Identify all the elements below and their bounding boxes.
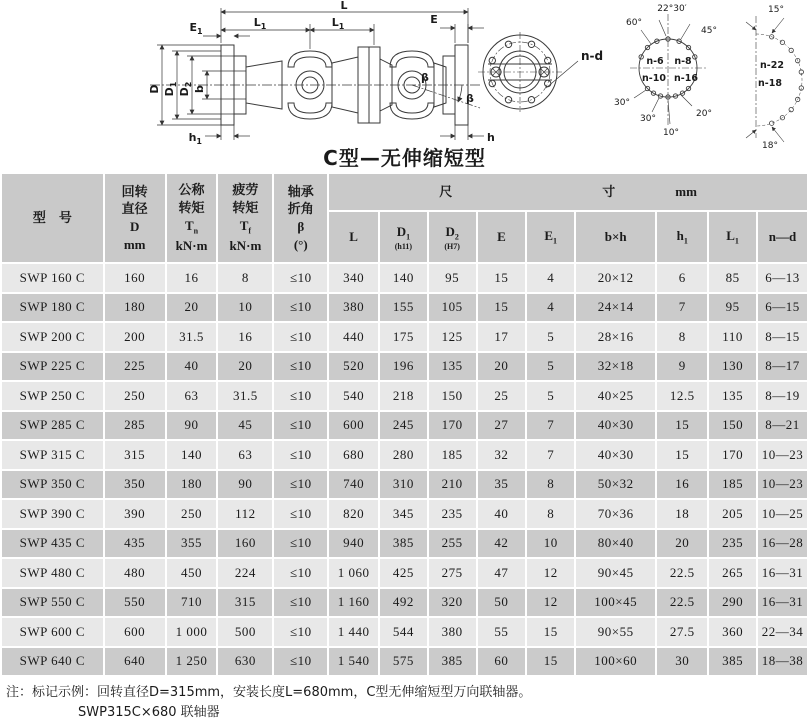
cell-model: SWP 640 C <box>2 648 103 676</box>
label-b: b <box>193 85 206 93</box>
table-body <box>2 264 807 675</box>
label-h1: $h_1$ <box>188 131 202 146</box>
cell-d2: 105 <box>429 294 476 322</box>
col-header-dimensions: 尺 寸 mm <box>329 174 807 210</box>
cell-e: 60 <box>478 648 526 676</box>
cell-d: 390 <box>105 500 165 528</box>
cell-l: 740 <box>329 471 378 499</box>
svg-text:n-10: n-10 <box>642 73 666 84</box>
partial-circle-labels <box>758 5 784 150</box>
cell-d1: 492 <box>380 589 427 617</box>
cell-tn: 1 250 <box>167 648 217 676</box>
cell-d: 315 <box>105 441 165 469</box>
col-header-d2: $D_2$ (H7) <box>429 212 476 262</box>
cell-d2: 125 <box>429 323 476 351</box>
cell-d2: 255 <box>429 530 476 558</box>
cell-d1: 385 <box>380 530 427 558</box>
cell-l: 520 <box>329 353 378 381</box>
col-header-L: L <box>329 212 378 262</box>
cell-h1: 6 <box>657 264 707 292</box>
cell-e1: 12 <box>527 589 574 617</box>
cell-l1: 290 <box>709 589 756 617</box>
label-D1: $D_1$ <box>163 81 178 97</box>
cell-d1: 345 <box>380 500 427 528</box>
table-row <box>2 412 807 440</box>
cell-bh: 40×25 <box>576 382 655 410</box>
cell-e: 50 <box>478 589 526 617</box>
table-row <box>2 323 807 351</box>
cell-model: SWP 285 C <box>2 412 103 440</box>
cell-d2: 150 <box>429 382 476 410</box>
cell-d: 640 <box>105 648 165 676</box>
cell-nd: 16—28 <box>758 530 807 558</box>
cell-beta: ≤10 <box>274 412 327 440</box>
cell-h1: 7 <box>657 294 707 322</box>
cell-model: SWP 600 C <box>2 618 103 646</box>
cell-l1: 85 <box>709 264 756 292</box>
cell-d: 550 <box>105 589 165 617</box>
dimension-lines <box>157 8 484 140</box>
footnote-line2: SWP315C×680 联轴器 <box>78 705 220 721</box>
cell-d2: 170 <box>429 412 476 440</box>
table-row <box>2 648 807 676</box>
cell-bh: 40×30 <box>576 412 655 440</box>
cell-l1: 135 <box>709 382 756 410</box>
cell-model: SWP 250 C <box>2 382 103 410</box>
cell-l1: 170 <box>709 441 756 469</box>
cell-tf: 16 <box>218 323 272 351</box>
table-row <box>2 589 807 617</box>
col-header-tn: 公称 转矩 $T_n$ kN·m <box>167 174 217 262</box>
cell-model: SWP 160 C <box>2 264 103 292</box>
svg-text:20°: 20° <box>696 109 712 119</box>
cell-e: 55 <box>478 618 526 646</box>
cell-d1: 310 <box>380 471 427 499</box>
cell-e: 15 <box>478 264 526 292</box>
cell-nd: 22—34 <box>758 618 807 646</box>
cell-model: SWP 435 C <box>2 530 103 558</box>
cell-l1: 150 <box>709 412 756 440</box>
cell-model: SWP 200 C <box>2 323 103 351</box>
cell-model: SWP 315 C <box>2 441 103 469</box>
cell-l1: 265 <box>709 559 756 587</box>
cell-nd: 10—25 <box>758 500 807 528</box>
cell-d1: 155 <box>380 294 427 322</box>
svg-text:n-6: n-6 <box>646 56 664 67</box>
cell-l: 440 <box>329 323 378 351</box>
cell-l1: 110 <box>709 323 756 351</box>
table-row <box>2 559 807 587</box>
cell-h1: 9 <box>657 353 707 381</box>
cell-e: 20 <box>478 353 526 381</box>
cell-d2: 385 <box>429 648 476 676</box>
cell-tf: 10 <box>218 294 272 322</box>
footnote-line1: 注：标记示例：回转直径D=315mm，安装长度L=680mm，C型无伸缩短型万向联轴器。 <box>6 685 532 700</box>
cell-tn: 180 <box>167 471 217 499</box>
cell-tf: 224 <box>218 559 272 587</box>
cell-tf: 315 <box>218 589 272 617</box>
cell-nd: 16—31 <box>758 559 807 587</box>
cell-d: 200 <box>105 323 165 351</box>
cell-tf: 31.5 <box>218 382 272 410</box>
cell-beta: ≤10 <box>274 618 327 646</box>
table-row <box>2 441 807 469</box>
svg-text:30°: 30° <box>614 98 630 108</box>
col-header-d: 回转 直径 D mm <box>105 174 165 262</box>
cell-d1: 280 <box>380 441 427 469</box>
cell-d: 350 <box>105 471 165 499</box>
spec-table <box>0 172 809 677</box>
page-title: C型—无伸缩短型 <box>323 146 486 170</box>
label-D: D <box>148 84 161 94</box>
col-header-d1: $D_1$ (h11) <box>380 212 427 262</box>
cell-tn: 63 <box>167 382 217 410</box>
cell-l: 940 <box>329 530 378 558</box>
cell-e1: 8 <box>527 471 574 499</box>
cell-bh: 100×45 <box>576 589 655 617</box>
cell-e1: 15 <box>527 648 574 676</box>
cell-h1: 30 <box>657 648 707 676</box>
cell-nd: 8—15 <box>758 323 807 351</box>
cell-model: SWP 350 C <box>2 471 103 499</box>
svg-text:18°: 18° <box>762 141 778 150</box>
cell-beta: ≤10 <box>274 294 327 322</box>
cell-tn: 31.5 <box>167 323 217 351</box>
cell-bh: 100×60 <box>576 648 655 676</box>
cell-h1: 12.5 <box>657 382 707 410</box>
cell-model: SWP 550 C <box>2 589 103 617</box>
bolt-pattern-labels <box>614 4 717 138</box>
cell-beta: ≤10 <box>274 500 327 528</box>
table-row <box>2 294 807 322</box>
cell-bh: 28×16 <box>576 323 655 351</box>
col-header-model: 型 号 <box>2 174 103 262</box>
cell-d2: 135 <box>429 353 476 381</box>
cell-l: 540 <box>329 382 378 410</box>
cell-tn: 40 <box>167 353 217 381</box>
cell-e: 25 <box>478 382 526 410</box>
cell-d1: 245 <box>380 412 427 440</box>
table-row <box>2 264 807 292</box>
cell-e1: 4 <box>527 264 574 292</box>
cell-beta: ≤10 <box>274 648 327 676</box>
label-D2: $D_2$ <box>178 81 193 97</box>
svg-text:30°: 30° <box>640 114 656 124</box>
flange-face-view <box>478 32 578 112</box>
cell-d1: 140 <box>380 264 427 292</box>
cell-nd: 16—31 <box>758 589 807 617</box>
cell-e: 17 <box>478 323 526 351</box>
cell-beta: ≤10 <box>274 559 327 587</box>
cell-h1: 20 <box>657 530 707 558</box>
cell-l: 1 060 <box>329 559 378 587</box>
cell-bh: 90×45 <box>576 559 655 587</box>
cell-beta: ≤10 <box>274 323 327 351</box>
cell-tf: 45 <box>218 412 272 440</box>
cell-d1: 196 <box>380 353 427 381</box>
table-row <box>2 530 807 558</box>
cell-d2: 210 <box>429 471 476 499</box>
cell-l1: 205 <box>709 500 756 528</box>
cell-e1: 15 <box>527 618 574 646</box>
cell-d2: 235 <box>429 500 476 528</box>
cell-e: 15 <box>478 294 526 322</box>
cell-l1: 130 <box>709 353 756 381</box>
svg-text:15°: 15° <box>768 5 784 15</box>
cell-bh: 20×12 <box>576 264 655 292</box>
cell-e1: 12 <box>527 559 574 587</box>
cell-l: 820 <box>329 500 378 528</box>
cell-e: 27 <box>478 412 526 440</box>
cell-e1: 7 <box>527 441 574 469</box>
cell-nd: 10—23 <box>758 441 807 469</box>
cell-d1: 425 <box>380 559 427 587</box>
cell-d: 435 <box>105 530 165 558</box>
cell-l: 680 <box>329 441 378 469</box>
cell-tf: 90 <box>218 471 272 499</box>
cell-d: 600 <box>105 618 165 646</box>
cell-beta: ≤10 <box>274 353 327 381</box>
cell-bh: 70×36 <box>576 500 655 528</box>
svg-text:45°: 45° <box>701 26 717 36</box>
label-L1-right: $L_1$ <box>331 16 345 31</box>
svg-text:n-16: n-16 <box>674 73 698 84</box>
cell-l1: 360 <box>709 618 756 646</box>
svg-text:n-8: n-8 <box>674 56 692 67</box>
cell-nd: 8—19 <box>758 382 807 410</box>
cell-tf: 63 <box>218 441 272 469</box>
cell-d: 160 <box>105 264 165 292</box>
cell-l: 1 440 <box>329 618 378 646</box>
label-beta-1: β <box>421 71 429 84</box>
svg-text:n-22: n-22 <box>760 60 784 71</box>
cell-l: 380 <box>329 294 378 322</box>
cell-h1: 16 <box>657 471 707 499</box>
cell-tf: 112 <box>218 500 272 528</box>
cell-d1: 544 <box>380 618 427 646</box>
cell-bh: 80×40 <box>576 530 655 558</box>
cell-h1: 18 <box>657 500 707 528</box>
cell-d2: 380 <box>429 618 476 646</box>
cell-l: 1 540 <box>329 648 378 676</box>
cell-tf: 160 <box>218 530 272 558</box>
cell-model: SWP 180 C <box>2 294 103 322</box>
svg-text:60°: 60° <box>626 18 642 28</box>
cell-e1: 4 <box>527 294 574 322</box>
col-header-tf: 疲劳 转矩 $T_f$ kN·m <box>218 174 272 262</box>
cell-d: 225 <box>105 353 165 381</box>
cell-e1: 10 <box>527 530 574 558</box>
cell-h1: 8 <box>657 323 707 351</box>
cell-beta: ≤10 <box>274 382 327 410</box>
svg-text:10°: 10° <box>663 128 679 138</box>
cell-l: 600 <box>329 412 378 440</box>
cell-l1: 185 <box>709 471 756 499</box>
cell-bh: 40×30 <box>576 441 655 469</box>
cell-e1: 5 <box>527 353 574 381</box>
cell-l1: 95 <box>709 294 756 322</box>
cell-e: 35 <box>478 471 526 499</box>
cell-d2: 275 <box>429 559 476 587</box>
label-L1-left: $L_1$ <box>253 16 267 31</box>
cell-tf: 8 <box>218 264 272 292</box>
cell-nd: 8—17 <box>758 353 807 381</box>
cell-bh: 32×18 <box>576 353 655 381</box>
cell-model: SWP 390 C <box>2 500 103 528</box>
cell-e: 40 <box>478 500 526 528</box>
table-row <box>2 618 807 646</box>
cell-h1: 15 <box>657 412 707 440</box>
cell-tn: 20 <box>167 294 217 322</box>
technical-drawing <box>0 0 809 150</box>
col-header-e1: $E_1$ <box>527 212 574 262</box>
cell-e1: 5 <box>527 382 574 410</box>
cell-h1: 15 <box>657 441 707 469</box>
col-header-bh: b×h <box>576 212 655 262</box>
cell-beta: ≤10 <box>274 471 327 499</box>
table-row <box>2 382 807 410</box>
cell-h1: 22.5 <box>657 589 707 617</box>
cell-h1: 27.5 <box>657 618 707 646</box>
cell-nd: 8—21 <box>758 412 807 440</box>
col-header-beta: 轴承 折角 β (°) <box>274 174 327 262</box>
cell-d1: 575 <box>380 648 427 676</box>
footnote <box>6 683 531 722</box>
cell-d: 180 <box>105 294 165 322</box>
label-beta-2: β <box>466 92 474 105</box>
cell-nd: 6—15 <box>758 294 807 322</box>
cell-e: 32 <box>478 441 526 469</box>
label-E1: $E_1$ <box>189 21 203 36</box>
table-row <box>2 353 807 381</box>
cell-nd: 18—38 <box>758 648 807 676</box>
cell-d: 480 <box>105 559 165 587</box>
cell-tn: 90 <box>167 412 217 440</box>
cell-tn: 250 <box>167 500 217 528</box>
cell-tn: 450 <box>167 559 217 587</box>
cell-nd: 10—23 <box>758 471 807 499</box>
cell-d: 285 <box>105 412 165 440</box>
cell-nd: 6—13 <box>758 264 807 292</box>
label-L: L <box>340 0 348 12</box>
bolt-pattern-view <box>630 14 706 126</box>
cell-model: SWP 225 C <box>2 353 103 381</box>
cell-l1: 385 <box>709 648 756 676</box>
cell-tn: 710 <box>167 589 217 617</box>
cell-h1: 22.5 <box>657 559 707 587</box>
col-header-h1: $h_1$ <box>657 212 707 262</box>
cell-tn: 1 000 <box>167 618 217 646</box>
cell-l: 1 160 <box>329 589 378 617</box>
cell-beta: ≤10 <box>274 589 327 617</box>
col-header-E: E <box>478 212 526 262</box>
cell-e1: 5 <box>527 323 574 351</box>
label-n-d: n-d <box>581 49 604 63</box>
cell-d2: 185 <box>429 441 476 469</box>
cell-tf: 500 <box>218 618 272 646</box>
cell-l: 340 <box>329 264 378 292</box>
cell-d1: 218 <box>380 382 427 410</box>
cell-tf: 630 <box>218 648 272 676</box>
cell-e1: 8 <box>527 500 574 528</box>
cell-tn: 16 <box>167 264 217 292</box>
cell-bh: 24×14 <box>576 294 655 322</box>
cell-beta: ≤10 <box>274 441 327 469</box>
cell-d: 250 <box>105 382 165 410</box>
svg-text:n-18: n-18 <box>758 78 782 89</box>
coupling-side-view <box>150 45 482 125</box>
label-h: h <box>487 131 495 144</box>
cell-e: 42 <box>478 530 526 558</box>
cell-d2: 320 <box>429 589 476 617</box>
col-header-l1: $L_1$ <box>709 212 756 262</box>
cell-beta: ≤10 <box>274 264 327 292</box>
cell-bh: 90×55 <box>576 618 655 646</box>
cell-d2: 95 <box>429 264 476 292</box>
table-row <box>2 471 807 499</box>
cell-bh: 50×32 <box>576 471 655 499</box>
cell-d1: 175 <box>380 323 427 351</box>
svg-text:22°30′: 22°30′ <box>657 4 687 14</box>
cell-tn: 355 <box>167 530 217 558</box>
table-row <box>2 500 807 528</box>
col-header-nd: n—d <box>758 212 807 262</box>
cell-e: 47 <box>478 559 526 587</box>
cell-l1: 235 <box>709 530 756 558</box>
label-E: E <box>430 13 438 26</box>
cell-e1: 7 <box>527 412 574 440</box>
cell-model: SWP 480 C <box>2 559 103 587</box>
cell-tf: 20 <box>218 353 272 381</box>
cell-beta: ≤10 <box>274 530 327 558</box>
cell-tn: 140 <box>167 441 217 469</box>
